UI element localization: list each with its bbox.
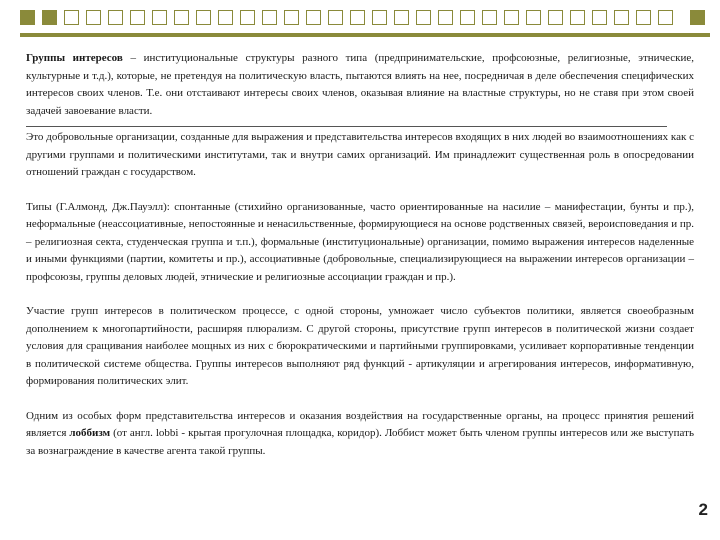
decor-square-14: [306, 10, 321, 25]
term-interest-groups: Группы интересов: [26, 52, 123, 64]
lobbying-text-b: (от англ. lobbi - крытая прогулочная площадка, коридор). Лоббист может быть членом группы интересов или же выступать за вознаграждение в качестве агента такой группы.: [26, 427, 694, 457]
text-divider: [26, 126, 667, 127]
term-lobbying: лоббизм: [69, 427, 111, 439]
decor-square-31: [690, 10, 705, 25]
decor-square-3: [64, 10, 79, 25]
decor-square-28: [614, 10, 629, 25]
decor-square-26: [570, 10, 585, 25]
header-rule: [20, 33, 710, 37]
decor-square-15: [328, 10, 343, 25]
decor-square-7: [152, 10, 167, 25]
paragraph-lobbying: [26, 408, 694, 461]
decor-square-2: [42, 10, 57, 25]
decor-square-25: [548, 10, 563, 25]
decor-square-1: [20, 10, 35, 25]
decor-square-21: [460, 10, 475, 25]
paragraph-voluntary: Это добровольные организации, созданные для выражения и представительства интересов входящих в них людей во взаимоотношениях как с другими группами и политическими институтами, так и внутри самих организаций. Им принадлежит существенная роль в опосредовании отношений граждан с государством.: [26, 131, 694, 178]
decor-square-20: [438, 10, 453, 25]
decor-square-24: [526, 10, 541, 25]
paragraph-participation: Участие групп интересов в политическом процессе, с одной стороны, умножает число субъектов политики, является своеобразным дополнением к многопартийности, расширяя плюрализм. С другой стороны, присутствие групп интересов в политической жизни создает условия для сращивания наиболее мощных из них с бюрократическими и партийными группировками, усиливает корпоративные тенденции в политической системе общества. Группы интересов выполняют ряд функций - артикуляции и агрегирования интересов, информативную, формирования политических элит.: [26, 305, 694, 387]
decor-square-30: [658, 10, 673, 25]
decor-square-23: [504, 10, 519, 25]
decor-square-12: [262, 10, 277, 25]
decor-square-13: [284, 10, 299, 25]
decor-square-11: [240, 10, 255, 25]
decor-square-5: [108, 10, 123, 25]
paragraph-types: Типы (Г.Алмонд, Дж.Пауэлл): спонтанные (стихийно организованные, часто ориентированные на насилие – манифестации, бунты и пр.), неформальные (неассоциативные, непостоянные и ненасильственные, формирующиеся на основе родственных связей, вероисповедания и пр. – религиозная секта, студенческая группа и т.п.), формальные (институциональные) организации, помимо выражения интересов наделенные и иными функциями (партии, комитеты и пр.), ассоциативные (добровольные, специализирующиеся на выражении интересов организации – профсоюзы, группы деловых людей, этнические и религиозные ассоциации граждан и пр.).: [26, 200, 694, 283]
lobbying-text-a: Одним из особых форм представительства интересов и оказания воздействия на государственные органы, на процесс принятия решений является: [26, 409, 694, 439]
decor-square-29: [636, 10, 651, 25]
decor-square-22: [482, 10, 497, 25]
page-number: 2: [698, 500, 708, 519]
decor-square-27: [592, 10, 607, 25]
decor-square-18: [394, 10, 409, 25]
decor-square-17: [372, 10, 387, 25]
decor-square-8: [174, 10, 189, 25]
decor-square-19: [416, 10, 431, 25]
slide-body: [26, 50, 694, 477]
paragraph-definition: [26, 50, 694, 120]
decor-square-4: [86, 10, 101, 25]
slide-header: [0, 0, 720, 48]
decor-square-9: [196, 10, 211, 25]
decor-square-10: [218, 10, 233, 25]
definition-text: – институциональные структуры разного типа (предпринимательские, профсоюзные, религиозные, этнические, культурные и т.д.), которые, не претендуя на политическую власть, пытаются влиять на нее, посредничая в деле обеспечения специфических интересов своих членов. Т.е. они отстаивают интересы своих членов, оказывая влияние на властные структуры, но не ставя при этом своей задачей завоевание власти.: [26, 52, 694, 117]
decor-square-16: [350, 10, 365, 25]
decor-square-6: [130, 10, 145, 25]
